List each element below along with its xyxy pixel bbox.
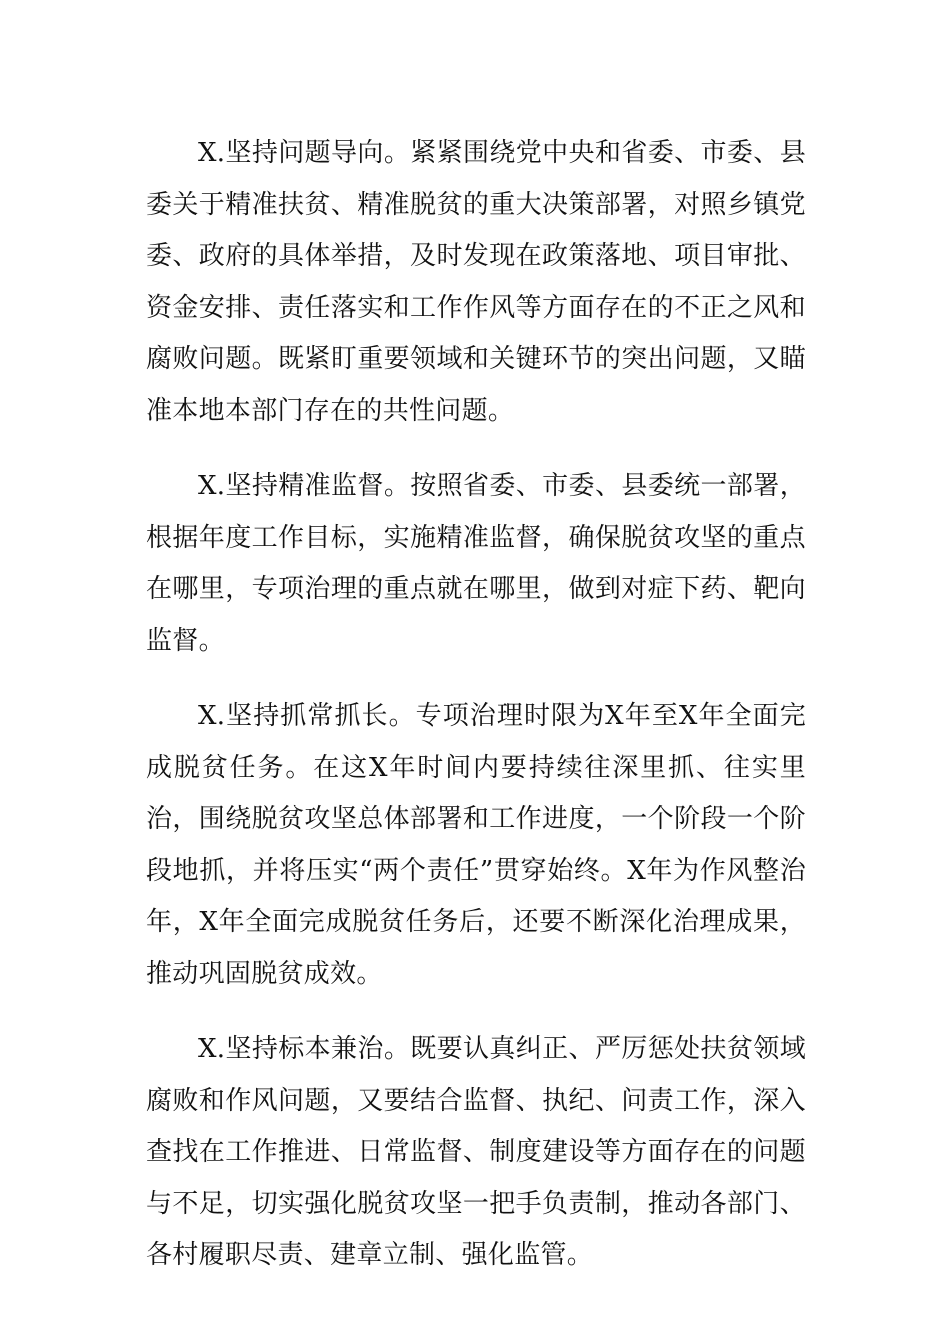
document-body [146, 128, 806, 1306]
paragraph-problem-orientation: X.坚持问题导向。紧紧围绕党中央和省委、市委、县委关于精准扶贫、精准脱贫的重大决策部署，对照乡镇党委、政府的具体举措，及时发现在政策落地、项目审批、资金安排、责任落实和工作作风等方面存在的不正之风和腐败问题。既紧盯重要领域和关键环节的突出问题，又瞄准本地本部门存在的共性问题。 [146, 138, 806, 426]
paragraph-long-term-effort: X.坚持抓常抓长。专项治理时限为X年至X年全面完成脱贫任务。在这X年时间内要持续往深里抓、往实里治，围绕脱贫攻坚总体部署和工作进度，一个阶段一个阶段地抓，并将压实“两个责任”贯穿始终。X年为作风整治年，X年全面完成脱贫任务后，还要不断深化治理成果，推动巩固脱贫成效。 [146, 701, 806, 989]
paragraph-root-and-symptom: X.坚持标本兼治。既要认真纠正、严厉惩处扶贫领域腐败和作风问题，又要结合监督、执纪、问责工作，深入查找在工作推进、日常监督、制度建设等方面存在的问题与不足，切实强化脱贫攻坚一把手负责制，推动各部门、各村履职尽责、建章立制、强化监管。 [146, 1034, 806, 1270]
paragraph-precise-supervision: X.坚持精准监督。按照省委、市委、县委统一部署，根据年度工作目标，实施精准监督，确保脱贫攻坚的重点在哪里，专项治理的重点就在哪里，做到对症下药、靶向监督。 [146, 471, 806, 656]
